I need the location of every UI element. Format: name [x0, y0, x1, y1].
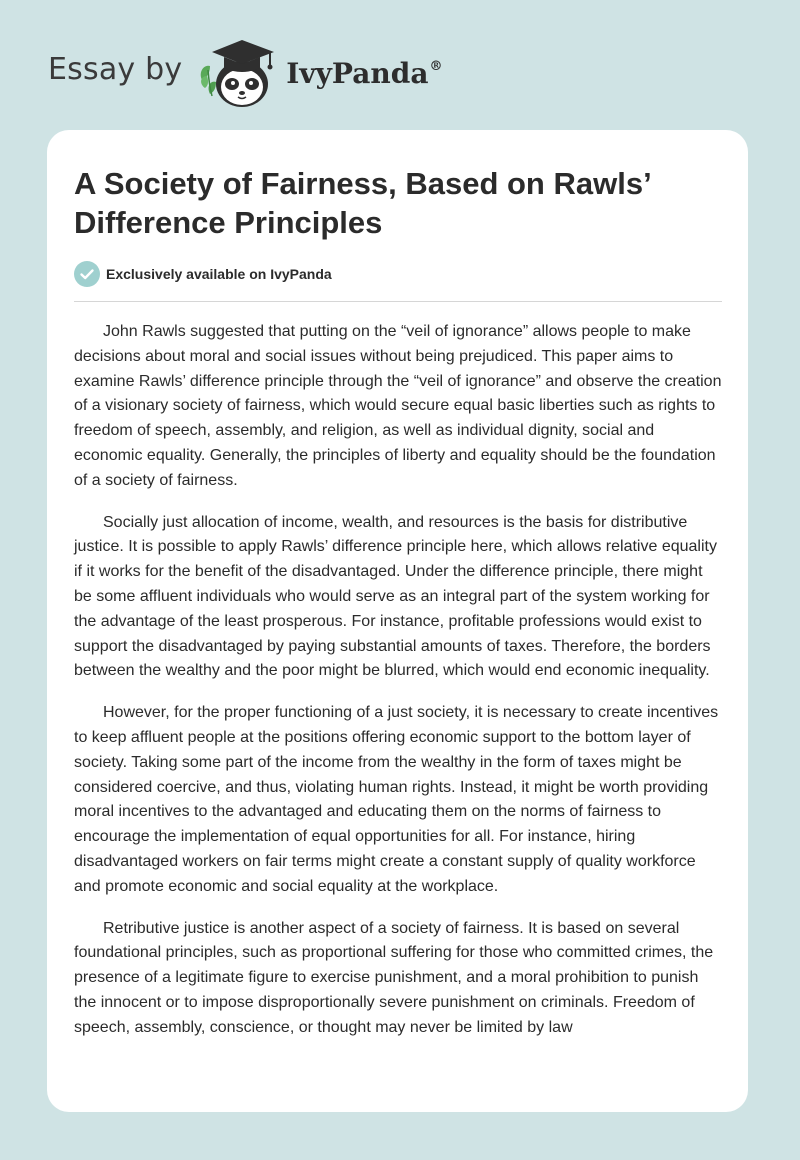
essay-title: A Society of Fairness, Based on Rawls’ Difference Principles: [74, 166, 650, 240]
essay-paragraph: However, for the proper functioning of a just society, it is necessary to create incentives to keep affluent people at the positions offering economic support to the bottom layer of society. Taking some part of the income from the wealthy in the form of taxes might be considered coercive, and thus, violating human rights. Instead, it might be worth providing moral incentives to the advantaged and educating them on the norms of fairness to encourage the implementation of equal opportunities for all. For instance, hiring disadvantaged workers on fair terms might create a constant supply of quality workforce and promote economic and social equality at the workplace.: [74, 704, 719, 895]
essay-by-label: Essay by: [48, 51, 183, 87]
availability-badge: [74, 260, 722, 288]
availability-text: Exclusively available on IvyPanda: [106, 266, 332, 282]
essay-body: [74, 320, 722, 1041]
essay-paragraph: Socially just allocation of income, wealth, and resources is the basis for distributive justice. It is possible to apply Rawls’ difference principle here, which allows relative equality if it works for the benefit of the disadvantaged. Under the difference principle, there might be some affluent individuals who would serve as an integral part of the system working for the advantage of the least prosperous. For instance, profitable professions would exist to support the disadvantaged by paying substantial amounts of taxes. Therefore, the borders between the wealthy and the poor might be blurred, which would end economic inequality.: [74, 513, 717, 680]
brand-name[interactable]: [286, 57, 442, 90]
essay-card: [47, 130, 748, 1112]
panda-graduate-logo-icon[interactable]: [196, 34, 284, 110]
site-header: [48, 34, 442, 110]
brand-name-text: IvyPanda: [286, 56, 429, 90]
divider: [74, 301, 722, 302]
essay-paragraph: Retributive justice is another aspect of a society of fairness. It is based on several foundational principles, such as proportional suffering for those who committed crimes, the presence of a legitimate figure to exercise punishment, and a moral prohibition to punish the innocent or to impose disproportionally severe punishment on criminals. Freedom of speech, assembly, conscience, or thought may never be limited by law: [74, 919, 714, 1036]
registered-mark: ®: [429, 58, 443, 74]
essay-paragraph: John Rawls suggested that putting on the “veil of ignorance” allows people to make decisions about moral and social issues without being prejudiced. This paper aims to examine Rawls’ difference principle through the “veil of ignorance” and observe the creation of a visionary society of fairness, which would secure equal basic liberties such as rights to freedom of speech, assembly, and religion, as well as individual dignity, social and economic equality. Generally, the principles of liberty and equality should be the foundation of a society of fairness.: [74, 323, 722, 489]
check-circle-icon: [74, 261, 100, 287]
